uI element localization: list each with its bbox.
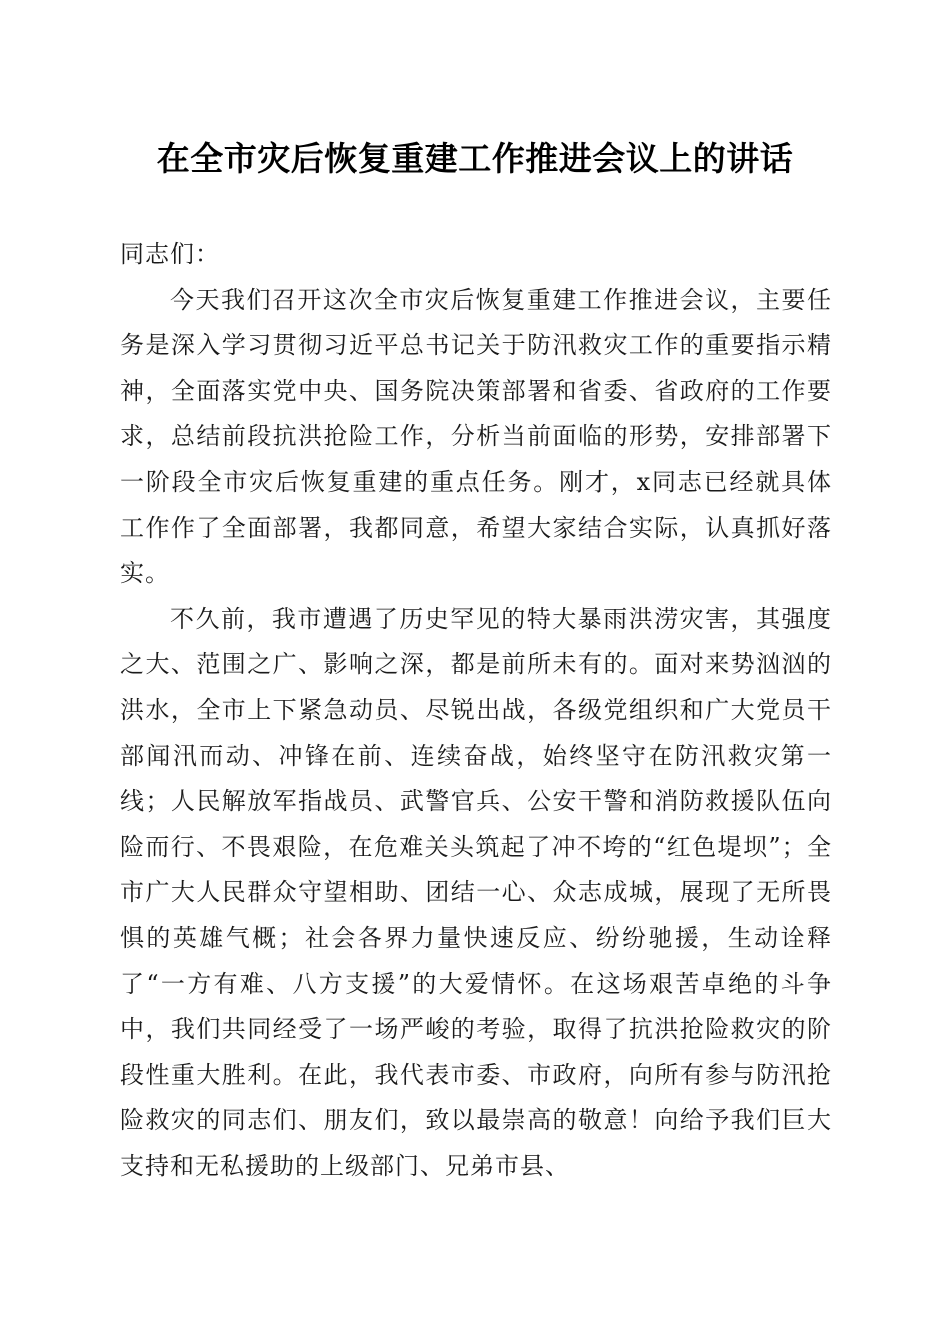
document-title: 在全市灾后恢复重建工作推进会议上的讲话 (156, 139, 794, 178)
document-body (120, 232, 832, 1189)
paragraph-2: 不久前，我市遭遇了历史罕见的特大暴雨洪涝灾害，其强度之大、范围之广、影响之深，都是前所未有的。面对来势汹汹的洪水，全市上下紧急动员、尽锐出战，各级党组织和广大党员干部闻汛而动、冲锋在前、连续奋战，始终坚守在防汛救灾第一线；人民解放军指战员、武警官兵、公安干警和消防救援队伍向险而行、不畏艰险，在危难关头筑起了冲不垮的“红色堤坝”；全市广大人民群众守望相助、团结一心、众志成城，展现了无所畏惧的英雄气概；社会各界力量快速反应、纷纷驰援，生动诠释了“一方有难、八方支援”的大爱情怀。在这场艰苦卓绝的斗争中，我们共同经受了一场严峻的考验，取得了抗洪抢险救灾的阶段性重大胜利。在此，我代表市委、市政府，向所有参与防汛抢险救灾的同志们、朋友们，致以最崇高的敬意！向给予我们巨大支持和无私援助的上级部门、兄弟市县、 (120, 604, 832, 1180)
paragraph-1: 今天我们召开这次全市灾后恢复重建工作推进会议，主要任务是深入学习贯彻习近平总书记关于防汛救灾工作的重要指示精神，全面落实党中央、国务院决策部署和省委、省政府的工作要求，总结前段抗洪抢险工作，分析当前面临的形势，安排部署下一阶段全市灾后恢复重建的重点任务。刚才，x同志已经就具体工作作了全面部署，我都同意，希望大家结合实际，认真抓好落实。 (120, 285, 832, 588)
salutation: 同志们： (120, 240, 220, 268)
